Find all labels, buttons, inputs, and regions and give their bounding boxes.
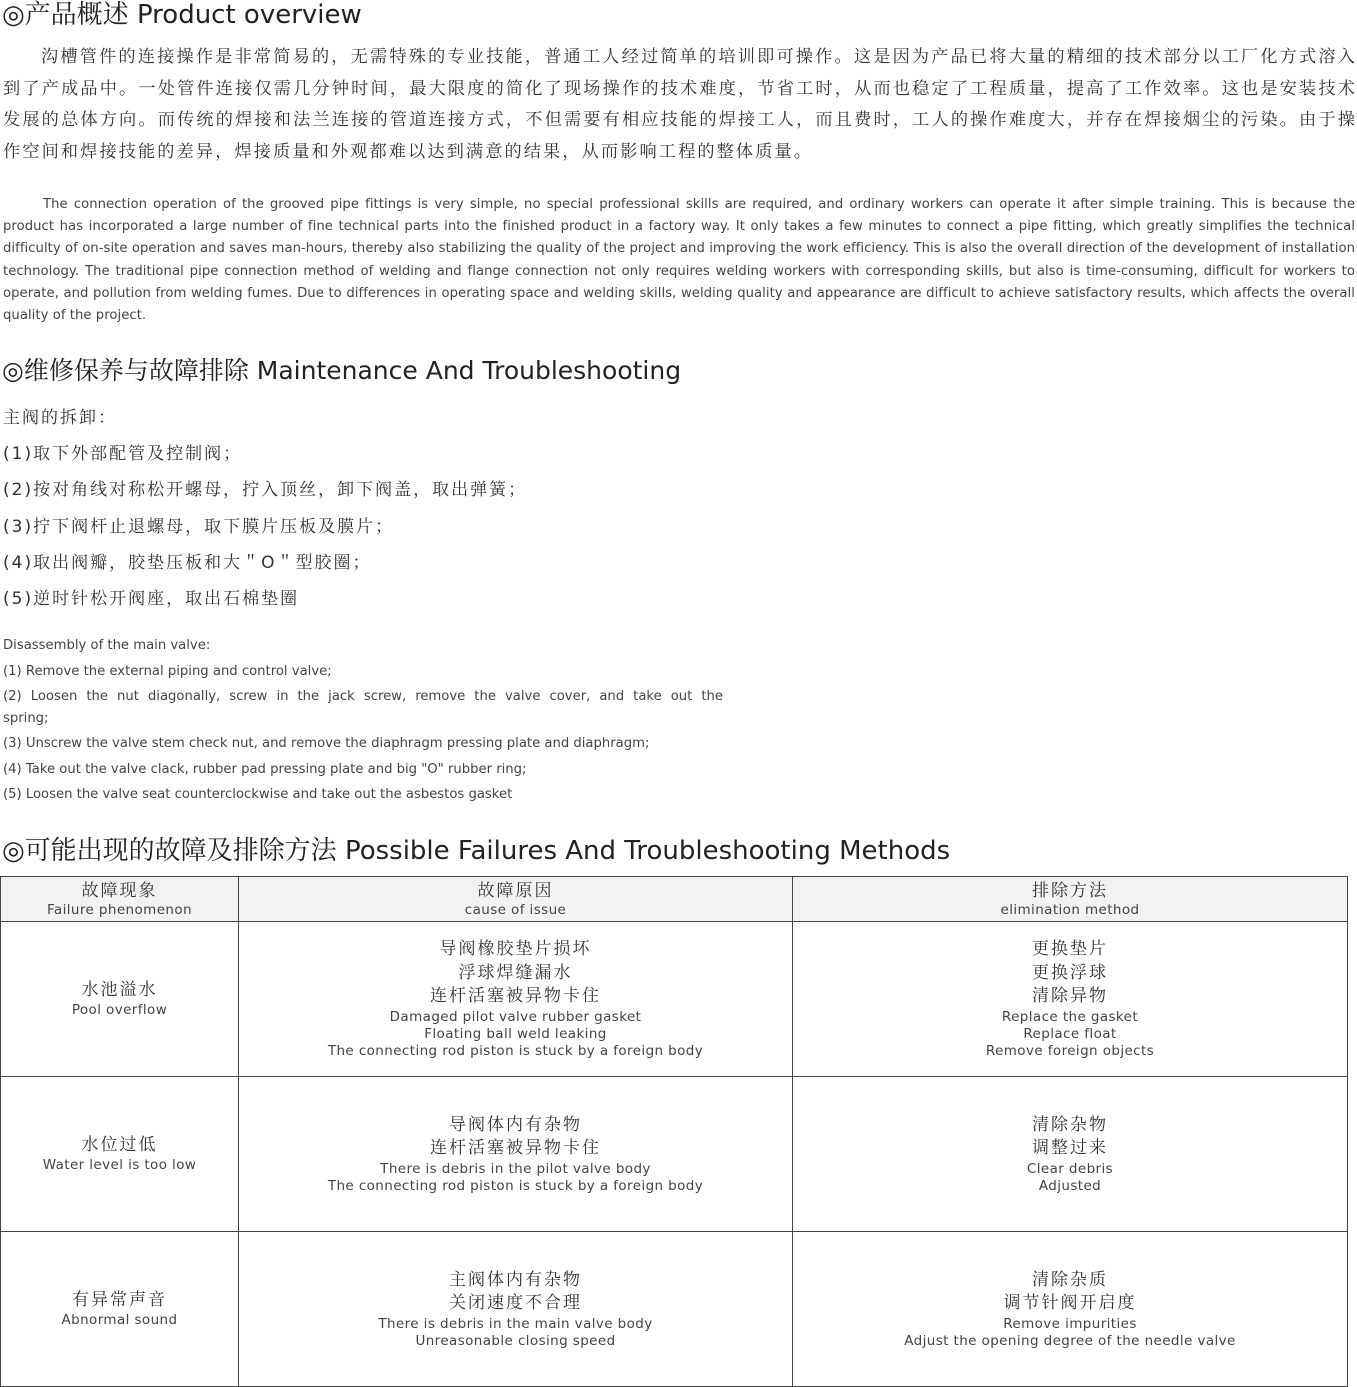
table-row [1,1077,1348,1232]
failures-heading [2,835,950,867]
table-row [1,922,1348,1077]
cell-text-zh: 水池溢水 [81,979,158,1000]
list-item: (2)按对角线对称松开螺母，拧入顶丝，卸下阀盖，取出弹簧； [3,480,528,501]
list-item: (4) Take out the valve clack, rubber pad pressing plate and big "O" rubber ring; [3,761,527,777]
phenomenon-cell [1,1077,239,1232]
cell-text-en: Unreasonable closing speed [415,1332,616,1349]
product-overview-heading [2,0,362,30]
disassembly-steps-zh [3,400,527,617]
cell-text-en: Water level is too low [42,1157,197,1174]
cell-text-zh: 连杆活塞被异物卡住 [430,986,601,1007]
heading-zh: ◎可能出现的故障及排除方法 [2,836,337,866]
cell-text-zh: 清除异物 [1032,986,1108,1007]
cell-text-zh: 有异常声音 [72,1289,167,1310]
cell-text-zh: 调整过来 [1032,1138,1108,1158]
cell-text-en: Adjust the opening degree of the needle valve [904,1332,1236,1349]
list-item: (3) Unscrew the valve stem check nut, and remove the diaphragm pressing plate and diaphragm; [3,736,650,752]
cell-text-en: Adjusted [1038,1177,1102,1194]
heading-en: Product overview [136,0,362,30]
cell-text-zh: 关闭速度不合理 [449,1293,582,1313]
table-row [1,1232,1348,1387]
list-item: (1) Remove the external piping and control valve; [3,663,332,679]
cause-cell [239,1077,793,1232]
table-header-row [1,877,1348,922]
method-cell [793,1077,1348,1232]
phenomenon-cell [1,922,239,1077]
cause-cell [239,1232,793,1387]
cell-text-en: Replace float [1023,1025,1117,1042]
list-item: (1)取下外部配管及控制阀； [3,444,243,465]
method-cell [793,922,1348,1077]
cell-text-en: There is debris in the pilot valve body [380,1160,651,1177]
list-item: (3)拧下阀杆止退螺母，取下膜片压板及膜片； [3,516,395,537]
cell-text-en: Clear debris [1026,1160,1114,1177]
heading-en: Maintenance And Troubleshooting [256,356,682,385]
failures-table [0,876,1348,1387]
cell-text-en: Floating ball weld leaking [424,1025,607,1042]
cell-text-en: There is debris in the main valve body [378,1315,653,1332]
cell-text-zh: 更换浮球 [1032,962,1108,983]
cell-text-en: Pool overflow [71,1002,168,1019]
cell-text-en: The connecting rod piston is stuck by a foreign body [327,1042,704,1059]
list-item: (4)取出阀瓣，胶垫压板和大＂O＂型胶圈； [3,552,372,573]
cell-text-zh: 浮球焊缝漏水 [458,962,573,983]
maintenance-heading [2,356,681,386]
column-header-en: cause of issue [464,901,567,918]
column-header-zh: 排除方法 [1032,880,1108,901]
column-header-en: elimination method [1000,901,1140,918]
disassembly-steps-en [3,633,723,808]
cell-text-en: Damaged pilot valve rubber gasket [389,1008,642,1025]
product-overview-paragraph-en: The connection operation of the grooved pipe fittings is very simple, no special professional skills are required, and ordinary workers can operate it after simple training. This is because the product has incorporated a large number of fine technical parts into the finished product in a factory way. It only takes a few minutes to connect a pipe fitting, which greatly simplifies the technical difficulty of on-site operation and saves man-hours, thereby also stabilizing the quality of the project and improving the work efficiency. This is also the overall direction of the development of installation technology. The traditional pipe connection method of welding and flange connection not only requires welding workers with corresponding skills, but also is time-consuming, difficult for workers to operate, and pollution from welding fumes. Due to differences in operating space and welding skills, welding quality and appearance are difficult to achieve satisfactory results, which affects the overall quality of the project. [3,197,1355,324]
list-item: Disassembly of the main valve: [3,638,211,653]
list-item-text: (2) Loosen the nut diagonally, screw in the jack screw, remove the valve cover, and take out the spring; [3,689,723,727]
cell-text-en: Replace the gasket [1001,1008,1139,1025]
heading-zh: ◎产品概述 [2,0,129,30]
column-header-zh: 故障原因 [477,880,554,901]
column-header-zh: 故障现象 [81,880,158,901]
cell-text-zh: 更换垫片 [1032,939,1108,960]
cell-text-zh: 主阀体内有杂物 [449,1269,582,1290]
cell-text-zh: 清除杂质 [1032,1269,1108,1290]
heading-en: Possible Failures And Troubleshooting Methods [344,836,951,866]
cell-text-zh: 导阀橡胶垫片损坏 [439,939,592,960]
column-header-method [793,877,1348,922]
list-item: 主阀的拆卸： [3,408,117,428]
cell-text-en: The connecting rod piston is stuck by a foreign body [327,1177,704,1194]
cell-text-en: Remove foreign objects [985,1042,1155,1059]
cause-cell [239,922,793,1077]
column-header-en: Failure phenomenon [47,901,192,918]
list-item: (5) Loosen the valve seat counterclockwise and take out the asbestos gasket [3,787,513,803]
heading-zh: ◎维修保养与故障排除 [2,356,249,385]
product-overview-paragraph-zh: 沟槽管件的连接操作是非常简易的，无需特殊的专业技能，普通工人经过简单的培训即可操作。这是因为产品已将大量的精细的技术部分以工厂化方式溶入到了产成品中。一处管件连接仅需几分钟时间，最大限度的简化了现场操作的技术难度，节省工时，从而也稳定了工程质量，提高了工作效率。这也是安装技术发展的总体方向。而传统的焊接和法兰连接的管道连接方式，不但需要有相应技能的焊接工人，而且费时，工人的操作难度大，并存在焊接烟尘的污染。由于操作空间和焊接技能的差异，焊接质量和外观都难以达到满意的结果，从而影响工程的整体质量。 [3,47,1357,162]
phenomenon-cell [1,1232,239,1387]
method-cell [793,1232,1348,1387]
cell-text-en: Remove impurities [1003,1315,1137,1332]
cell-text-zh: 水位过低 [81,1134,158,1155]
cell-text-en: Abnormal sound [61,1312,178,1329]
column-header-phenomenon [1,877,239,922]
list-item: (5)逆时针松开阀座，取出石棉垫圈 [3,589,300,610]
list-item [3,684,723,731]
cell-text-zh: 连杆活塞被异物卡住 [430,1138,601,1158]
cell-text-zh: 清除杂物 [1032,1114,1108,1135]
cell-text-zh: 导阀体内有杂物 [449,1114,582,1135]
column-header-cause [239,877,793,922]
cell-text-zh: 调节针阀开启度 [1003,1293,1137,1313]
